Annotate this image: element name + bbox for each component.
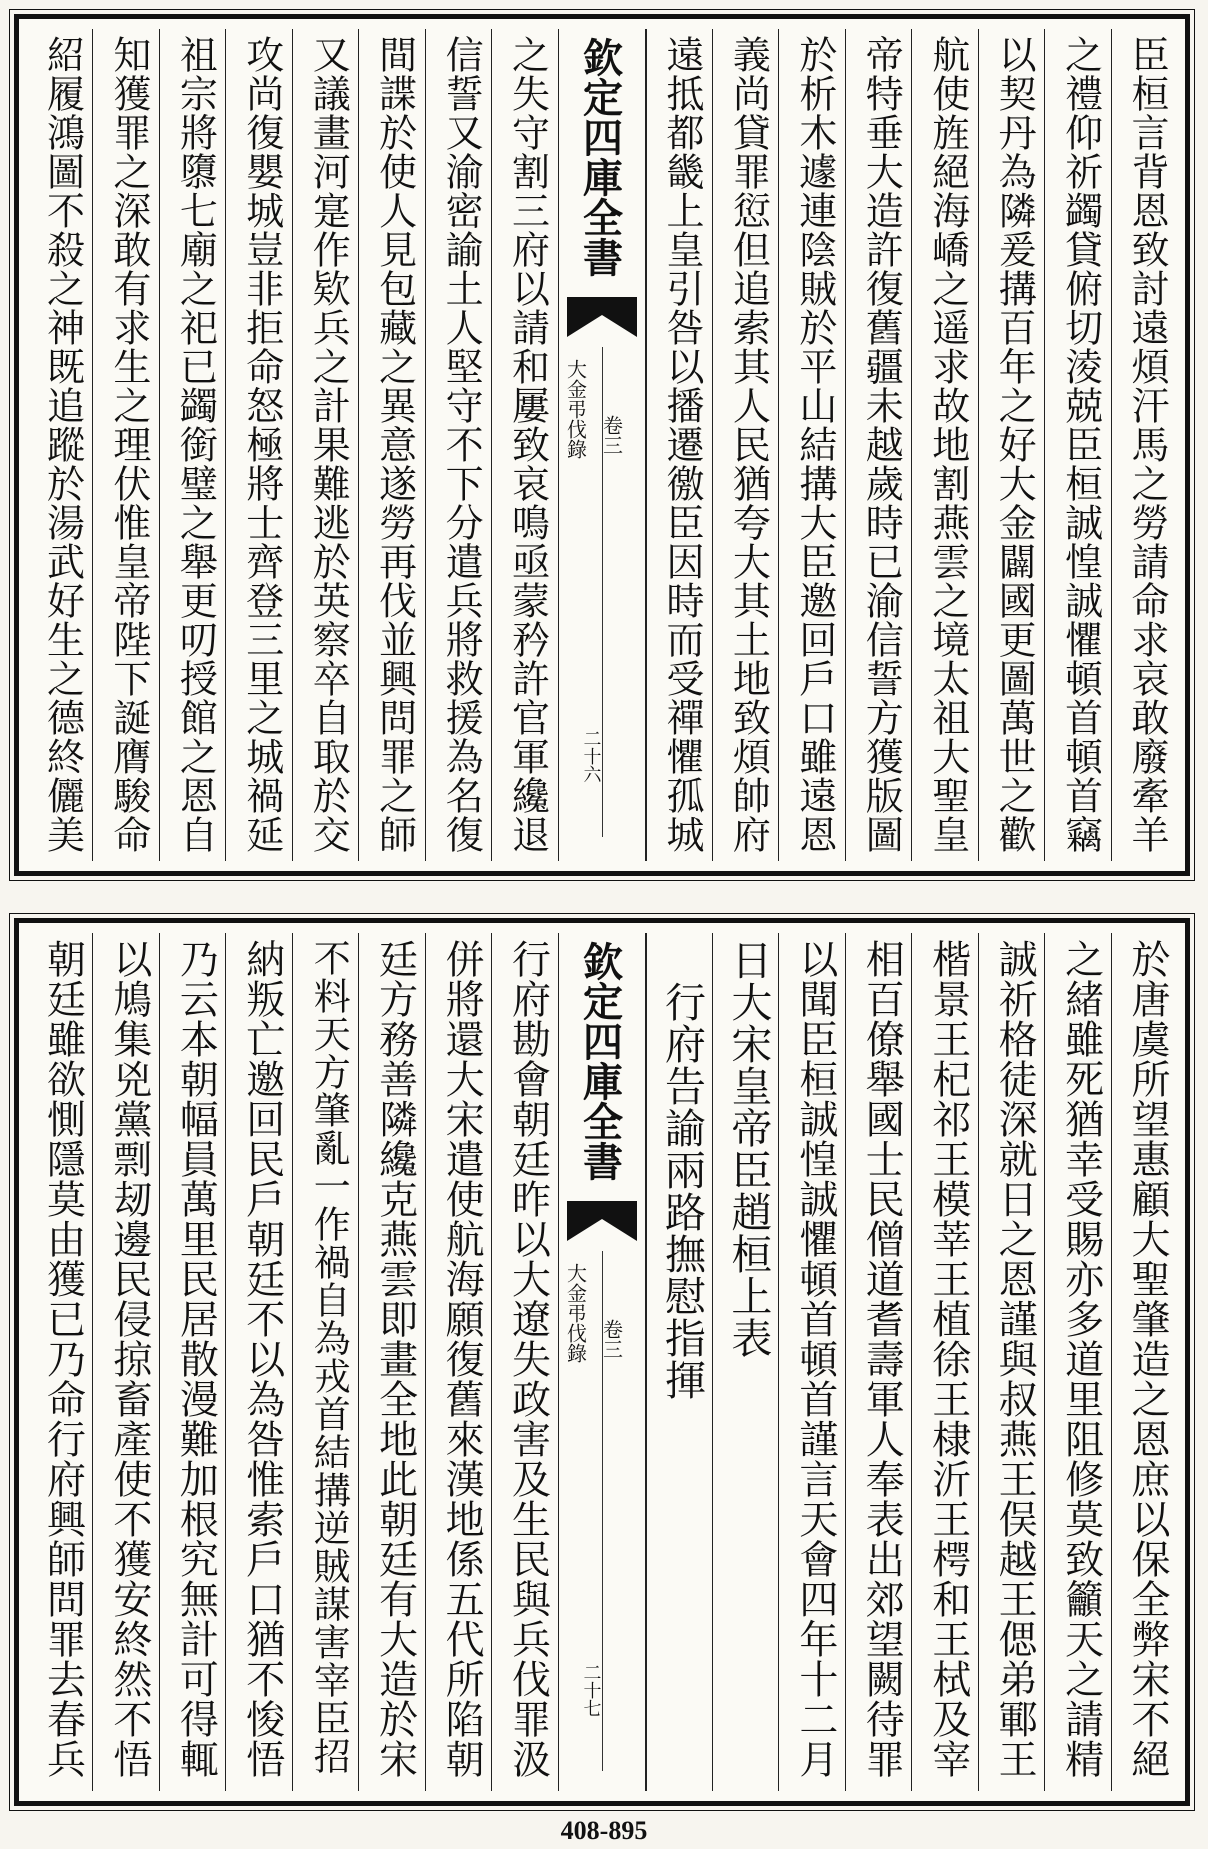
text-column: 行府勘會朝廷昨以大遼失政害及生民與兵伐罪汲: [491, 933, 557, 1791]
text-column: 間諜於使人見包藏之異意遂勞再伐並興問罪之師: [358, 29, 424, 861]
page-gutter: [558, 933, 646, 1791]
section-heading: 行府告諭兩路撫慰指揮: [646, 933, 712, 1791]
page-number: 408-895: [560, 1816, 648, 1845]
page-gutter: [558, 29, 646, 861]
text-column: 信誓又渝密諭土人堅守不下分遣兵將救援為名復: [425, 29, 491, 861]
text-column: 帝特垂大造許復舊疆未越歲時已渝信誓方獲版圖: [845, 29, 911, 861]
fishtail-ornament-icon: [567, 1201, 637, 1249]
text-column: 義尚貸罪愆但追索其人民猶夸大其土地致煩帥府: [712, 29, 778, 861]
text-column: 乃云本朝幅員萬里民居散漫難加根究無計可得輒: [159, 933, 225, 1791]
text-column: 航使旌絕海嶠之遥求故地割燕雲之境太祖大聖皇: [911, 29, 977, 861]
text-column: 祖宗將隳七廟之祀已蠲銜璧之舉更叨授館之恩自: [159, 29, 225, 861]
book-title: 大金弔伐錄: [563, 359, 588, 459]
collection-title: 欽定四庫全書: [576, 37, 624, 277]
text-column: 楷景王杞祁王模莘王植徐王棣沂王㮙和王栻及宰: [911, 933, 977, 1791]
bottom-page-frame: [14, 918, 1190, 1806]
text-column: 於析木遽連陰賊於平山結搆大臣邀回戶口雖遠恩: [778, 29, 844, 861]
text-column: 併將還大宋遣使航海願復舊來漢地係五代所陷朝: [425, 933, 491, 1791]
juan-label: 卷三: [599, 1319, 624, 1359]
text-column: 以聞臣桓誠惶誠懼頓首頓首謹言天會四年十二月: [778, 933, 844, 1791]
text-column: 又議畫河寔作欵兵之計果難逃於英察卒自取於交: [292, 29, 358, 861]
text-column: 納叛亡邀回民戶朝廷不以為咎惟索戶口猶不悛悟: [225, 933, 291, 1791]
text-column: 知獲罪之深敢有求生之理伏惟皇帝陛下誕膺駿命: [92, 29, 158, 861]
text-column: 以契丹為隣爰搆百年之好大金闢國更圖萬世之歡: [978, 29, 1044, 861]
text-column: 遠抵都畿上皇引咎以播遷徼臣因時而受禪懼孤城: [646, 29, 712, 861]
text-column: 之失守割三府以請和屢致哀鳴亟蒙矜許官軍纔退: [491, 29, 557, 861]
text-column: 誠祈格徒深就日之恩謹與叔燕王俣越王偲弟鄆王: [978, 933, 1044, 1791]
text-column: 於唐虞所望惠顧大聖肇造之恩庶以保全弊宋不絕: [1111, 933, 1177, 1791]
text-column: 不料天方肇亂一作禍自為戎首結搆逆賊謀害宰臣招: [292, 933, 358, 1791]
book-title: 大金弔伐錄: [563, 1263, 588, 1363]
text-column: 之禮仰祈蠲貸俯切淩兢臣桓誠惶誠懼頓首頓首竊: [1044, 29, 1110, 861]
text-column: 之緒雖死猶幸受賜亦多道里阻修莫致籲天之請精: [1044, 933, 1110, 1791]
folio-number: 二十六: [580, 729, 602, 783]
text-column: 臣桓言背恩致討遠煩汗馬之勞請命求哀敢廢牽羊: [1111, 29, 1177, 861]
text-column: 紹履鴻圖不殺之神既追蹤於湯武好生之德終儷美: [40, 35, 85, 854]
bottom-page-columns: [27, 933, 1177, 1791]
text-column: 日大宋皇帝臣趙桓上表: [712, 933, 778, 1791]
text-column: 廷方務善隣纔克燕雲即畫全地此朝廷有大造於宋: [358, 933, 424, 1791]
folio-number: 二十七: [580, 1663, 602, 1717]
text-column: 朝廷雖欲惻隱莫由獲已乃命行府興師問罪去春兵: [40, 939, 86, 1779]
collection-title: 欽定四庫全書: [576, 941, 624, 1181]
text-column: 攻尚復嬰城豈非拒命怒極將士齊登三里之城禍延: [225, 29, 291, 861]
top-page-columns: [27, 29, 1177, 861]
fishtail-ornament-icon: [567, 297, 637, 345]
text-column: 相百僚舉國士民僧道耆壽軍人奉表出郊望闕待罪: [845, 933, 911, 1791]
juan-label: 卷三: [599, 415, 624, 455]
top-page-frame: [14, 14, 1190, 876]
text-column: 以鳩集兇黨剽刼邊民侵掠畜產使不獲安終然不悟: [92, 933, 158, 1791]
